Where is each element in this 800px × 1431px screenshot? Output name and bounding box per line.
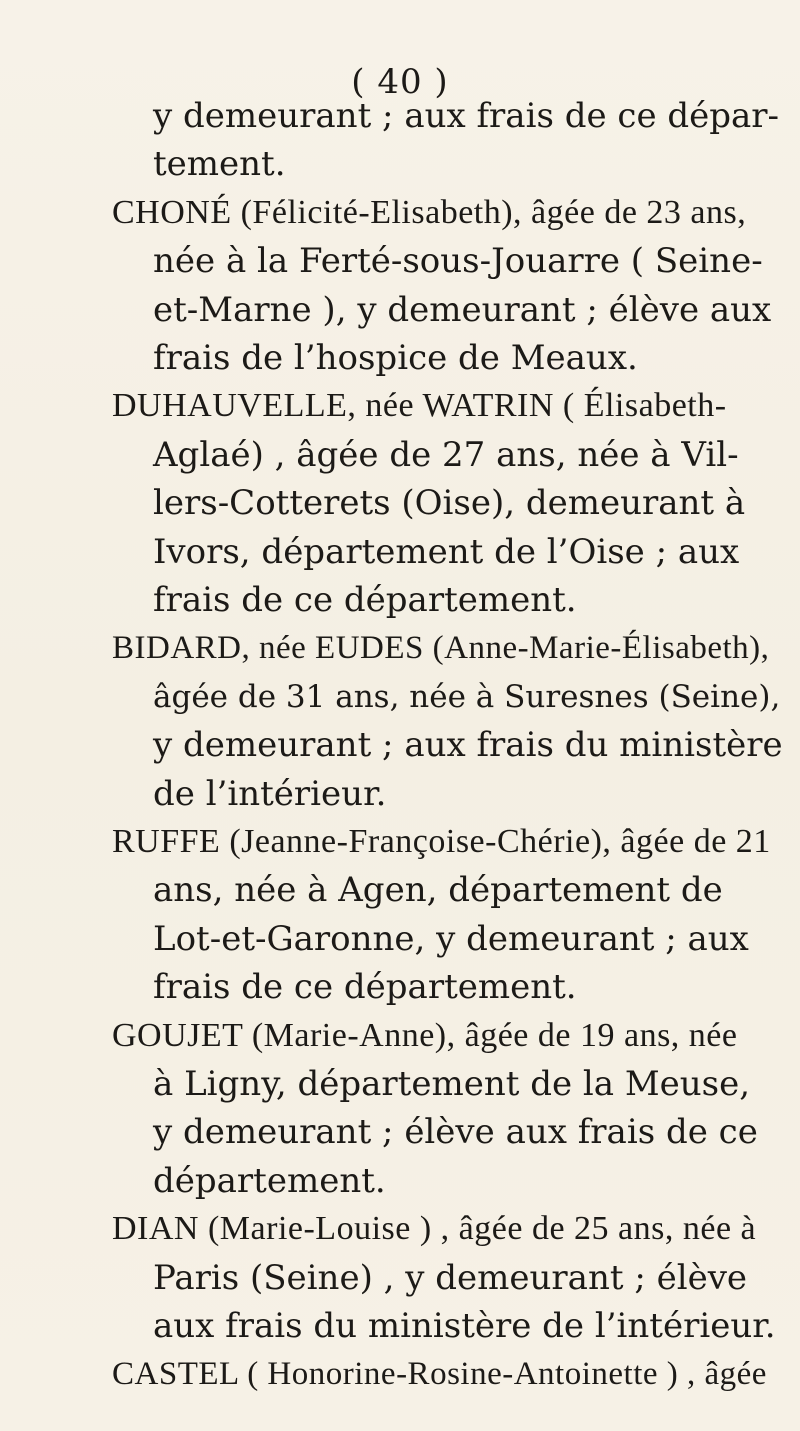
text-line: Ivors, département de l’Oise ; aux [153, 531, 740, 572]
text-line: frais de ce département. [153, 580, 577, 620]
text-line: y demeurant ; élève aux frais de ce [153, 1112, 758, 1153]
page-number: ( 40 ) [351, 62, 449, 102]
text-line: âgée de 31 ans, née à Suresnes (Seine), [153, 678, 781, 715]
text-line: Lot-et-Garonne, y demeurant ; aux [153, 918, 749, 959]
entry-heading: CHONÉ (Félicité-Elisabeth), âgée de 23 ans, [112, 193, 747, 231]
text-line: y demeurant ; aux frais de ce dépar- [153, 96, 780, 136]
text-line: lers-Cotterets (Oise), demeurant à [153, 483, 746, 524]
entry-heading: GOUJET (Marie-Anne), âgée de 19 ans, née [112, 1016, 738, 1054]
entry-heading: RUFFE (Jeanne-Françoise-Chérie), âgée de 21 [112, 823, 771, 860]
text-line: tement. [153, 144, 286, 185]
entry-heading: BIDARD, née EUDES (Anne-Marie-Élisabeth), [112, 630, 770, 667]
text-line: y demeurant ; aux frais du ministère [153, 725, 783, 766]
text-line: ans, née à Agen, département de [153, 870, 723, 911]
text-line: Aglaé) , âgée de 27 ans, née à Vil- [153, 434, 739, 475]
text-line: frais de l’hospice de Meaux. [153, 338, 638, 378]
text-line: frais de ce département. [153, 967, 577, 1008]
entry-heading: DIAN (Marie-Louise ) , âgée de 25 ans, née à [112, 1210, 757, 1248]
text-line: à Ligny, département de la Meuse, [153, 1064, 751, 1104]
text-line: Paris (Seine) , y demeurant ; élève [153, 1257, 748, 1298]
text-line: département. [153, 1160, 386, 1201]
entry-heading: CASTEL ( Honorine-Rosine-Antoinette ) , âgée [112, 1356, 767, 1393]
text-line: de l’intérieur. [153, 773, 387, 814]
entry-heading: DUHAUVELLE, née WATRIN ( Élisabeth- [112, 387, 727, 425]
text-line: aux frais du ministère de l’intérieur. [153, 1306, 776, 1346]
text-line: et-Marne ), y demeurant ; élève aux [153, 289, 772, 330]
text-line: née à la Ferté-sous-Jouarre ( Seine- [153, 241, 763, 282]
